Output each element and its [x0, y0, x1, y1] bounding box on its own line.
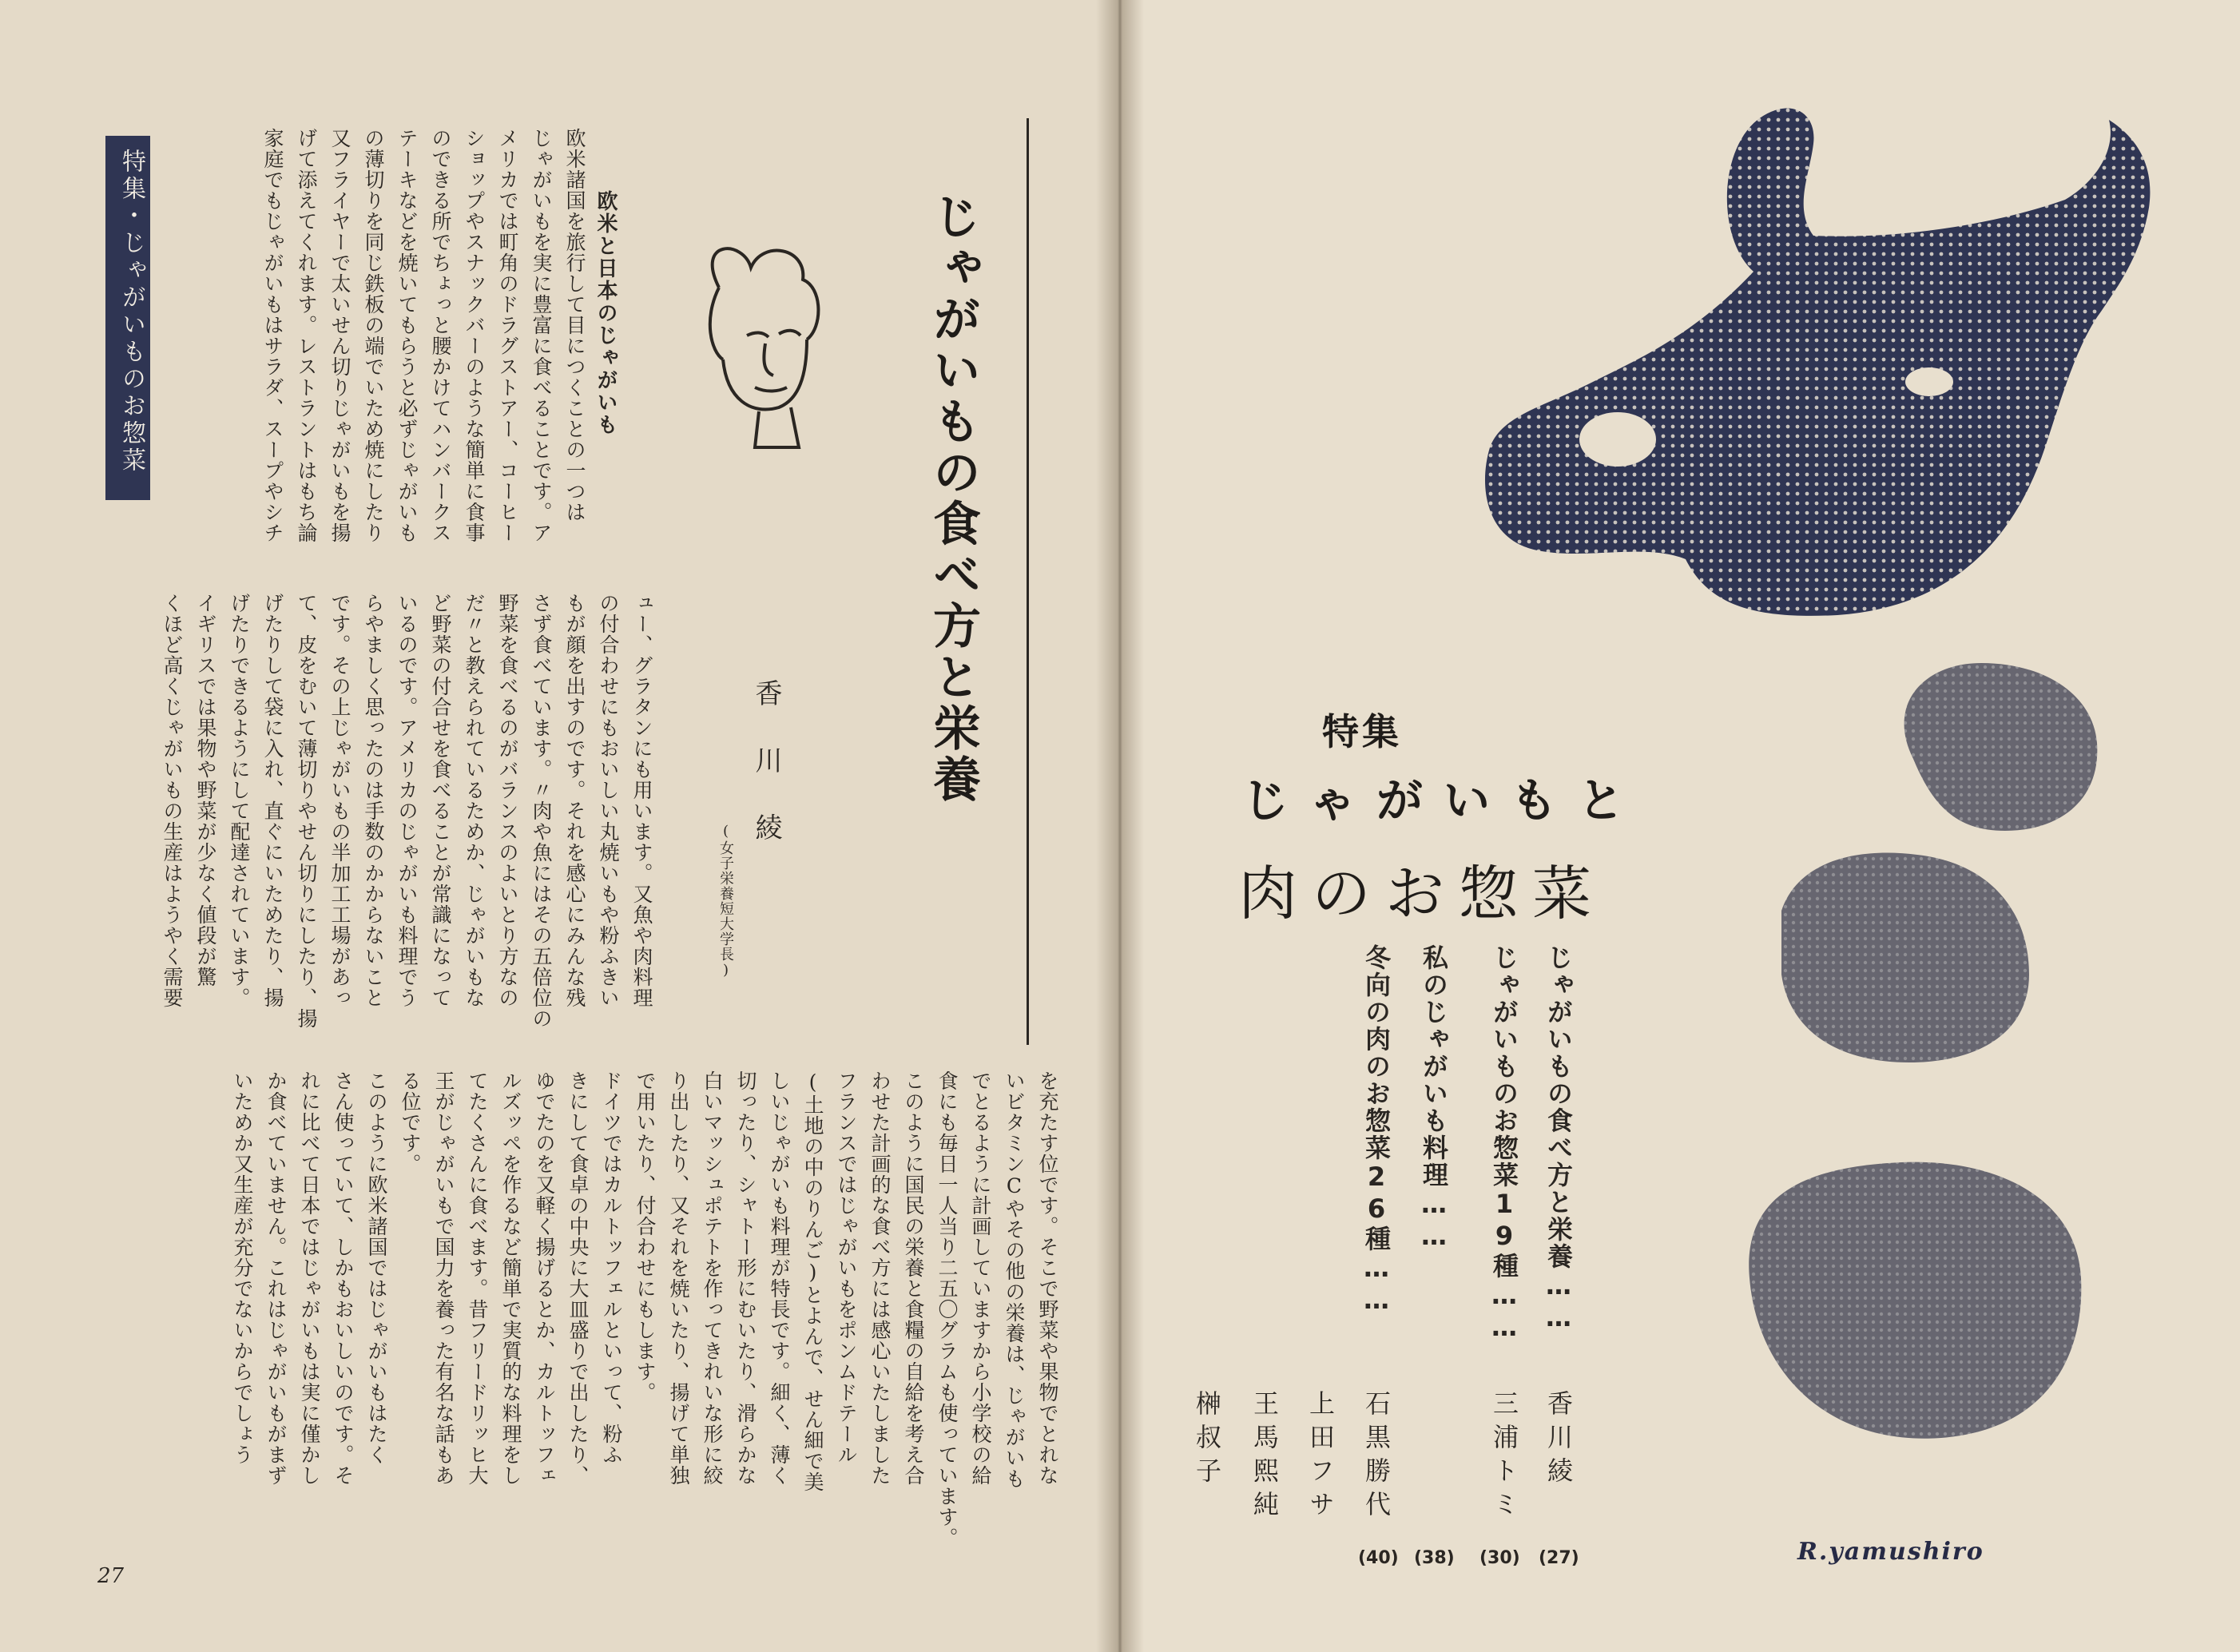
body-column: か食べていません。これはじゃがいもがまず [264, 1070, 288, 1486]
body-column: り出したり、又それを焼いたり、揚げて単独 [667, 1070, 690, 1486]
body-column: のできる所でちょっと腰かけてハンバークス [429, 128, 452, 543]
toc-page-number: (27) [1539, 1548, 1579, 1568]
body-column: です。その上じゃがいもの半加工工場があっ [328, 593, 351, 1008]
contributor: 榊叔子 [1192, 1390, 1222, 1491]
body-column: 白いマッシュポテトを作ってきれいな形に絞 [701, 1070, 724, 1486]
body-column: このように欧米諸国ではじゃがいもはたく [365, 1070, 388, 1465]
body-column: 家庭でもじゃがいもはサラダ、スープやシチ [261, 128, 284, 543]
toc-title: じゃがいもの食べ方と栄養…… [1543, 944, 1574, 1334]
body-column: いるのです。アメリカのじゃがいも料理でう [395, 593, 419, 1008]
body-column: を充たす位です。そこで野菜や果物でとれな [1036, 1070, 1059, 1486]
illustrator-signature: R.yamushiro [1797, 1538, 1984, 1566]
body-column: 野菜を食べるのがバランスのよいとり方なの [496, 593, 519, 1008]
author-affiliation: (女子栄養短大学長) [717, 823, 734, 979]
toc-title: 冬向の肉のお惣菜26種…… [1361, 944, 1392, 1316]
book-gutter [1096, 0, 1144, 1652]
body-column: いビタミンCやその他の栄養は、じゃがいも [1003, 1070, 1026, 1489]
feature-label: 特集 [1322, 710, 1402, 753]
body-column: れに比べて日本ではじゃがいもは実に僅かし [298, 1070, 321, 1486]
body-column: もが顔を出すのです。それを感心にみんな残 [563, 593, 586, 1008]
body-column: 欧米諸国を旅行して目につくことの一つは [563, 128, 586, 522]
body-column: でとるように計画していますから小学校の給 [969, 1070, 992, 1486]
body-column: くほど高くじゃがいもの生産はようやく需要 [161, 593, 184, 1008]
body-column: きにして食卓の中央に大皿盛りで出したり、 [566, 1070, 590, 1486]
body-column: げて添えてくれます。レストラントはもち論 [295, 128, 318, 543]
body-column: 王がじゃがいもで国力を養った有名な話もあ [432, 1070, 455, 1486]
body-column: わせた計画的な食べ方には感心いたしました [868, 1070, 892, 1486]
feature-headline-2: 肉のお惣菜 [1238, 860, 1606, 928]
toc-author: 香川綾 [1543, 1390, 1574, 1491]
contributor: 王馬熙純 [1249, 1390, 1280, 1524]
body-column: 又フライヤーで太いせん切りじゃがいもを揚 [328, 128, 351, 543]
body-column: ュー、グラタンにも用います。又魚や肉料理 [630, 593, 653, 1008]
body-column: このように国民の栄養と食糧の自給を考え合 [902, 1070, 925, 1486]
body-column: だ〃と教えられているためか、じゃがいもな [463, 593, 486, 1008]
body-column: ど野菜の付合せを食べることが常識になって [429, 593, 452, 1008]
body-column: てたくさんに食べます。昔フリードリッヒ大 [466, 1070, 489, 1486]
body-column: の付合わせにもおいしい丸焼いもや粉ふきい [597, 593, 620, 1008]
toc-author: 石黒勝代 [1361, 1390, 1392, 1524]
contributor: 上田フサ [1305, 1390, 1336, 1524]
body-column: さず食べています。〃肉や魚にはその五倍位の [530, 593, 553, 1029]
body-column: いためか又生産が充分でないからでしょう [231, 1070, 254, 1465]
body-column: 切ったり、シャトー形にむいたり、滑らかな [734, 1070, 757, 1486]
body-column: ショップやスナックバーのような簡単に食事 [463, 128, 486, 543]
title-rule [1027, 118, 1029, 1045]
body-column: しいじゃがいも料理が特長です。細く、薄く [768, 1070, 791, 1486]
article-title: じゃがいもの食べ方と栄養 [925, 192, 981, 805]
toc-page-number: (40) [1358, 1548, 1399, 1568]
author-name: 香川綾 [750, 679, 782, 880]
body-column: じゃがいもを実に豊富に食べることです。ア [530, 128, 553, 543]
body-column: の薄切りを同じ鉄板の端でいため焼にしたり [362, 128, 385, 543]
body-column: メリカでは町角のドラグストアー、コーヒー [496, 128, 519, 543]
page-number: 27 [97, 1564, 125, 1588]
series-tag [105, 136, 150, 500]
body-column: ゆでたのを又軽く揚げるとか、カルトッフェ [533, 1070, 556, 1486]
article-subhead: 欧米と日本のじゃがいも [594, 190, 618, 436]
body-column: ルズッペを作るなど簡単で実質的な料理をし [499, 1070, 522, 1486]
body-column: て、皮をむいて薄切りやせん切りにしたり、揚 [295, 593, 318, 1029]
body-column: る位です。 [399, 1070, 422, 1174]
body-column: フランスではじゃがいもをポンムドテール [835, 1070, 858, 1465]
body-column: さん使っていて、しかもおいしいのです。そ [332, 1070, 355, 1486]
toc-page-number: (30) [1479, 1548, 1520, 1568]
toc-title: じゃがいものお惣菜19種…… [1489, 944, 1519, 1344]
body-column: げたりできるようにして配達されています。 [228, 593, 251, 1008]
body-column: 食にも毎日一人当り二五〇グラムも使っています。 [935, 1070, 959, 1548]
toc-title: 私のじゃがいも料理…… [1419, 944, 1449, 1253]
feature-headline-1: じゃがいもと [1242, 773, 1646, 828]
body-column: らやましく思ったのは手数のかからないこと [362, 593, 385, 1008]
body-column: イギリスでは果物や野菜が少なく値段が驚 [194, 593, 217, 987]
body-column: で用いたり、付合わせにもします。 [633, 1070, 657, 1403]
toc-page-number: (38) [1414, 1548, 1455, 1568]
body-column: ドイツではカルトッフェルといって、粉ふ [600, 1070, 623, 1465]
body-column: テーキなどを焼いてもらうと必ずじゃがいも [395, 128, 419, 543]
series-tag-text: 特集・じゃがいものお惣菜 [117, 149, 145, 475]
toc-author: 三浦トミ [1489, 1390, 1519, 1524]
body-column: げたりして袋に入れ、直ぐにいためたり、揚 [261, 593, 284, 1008]
body-column: (土地の中のりんご)とよんで、せん細で美 [801, 1070, 824, 1492]
